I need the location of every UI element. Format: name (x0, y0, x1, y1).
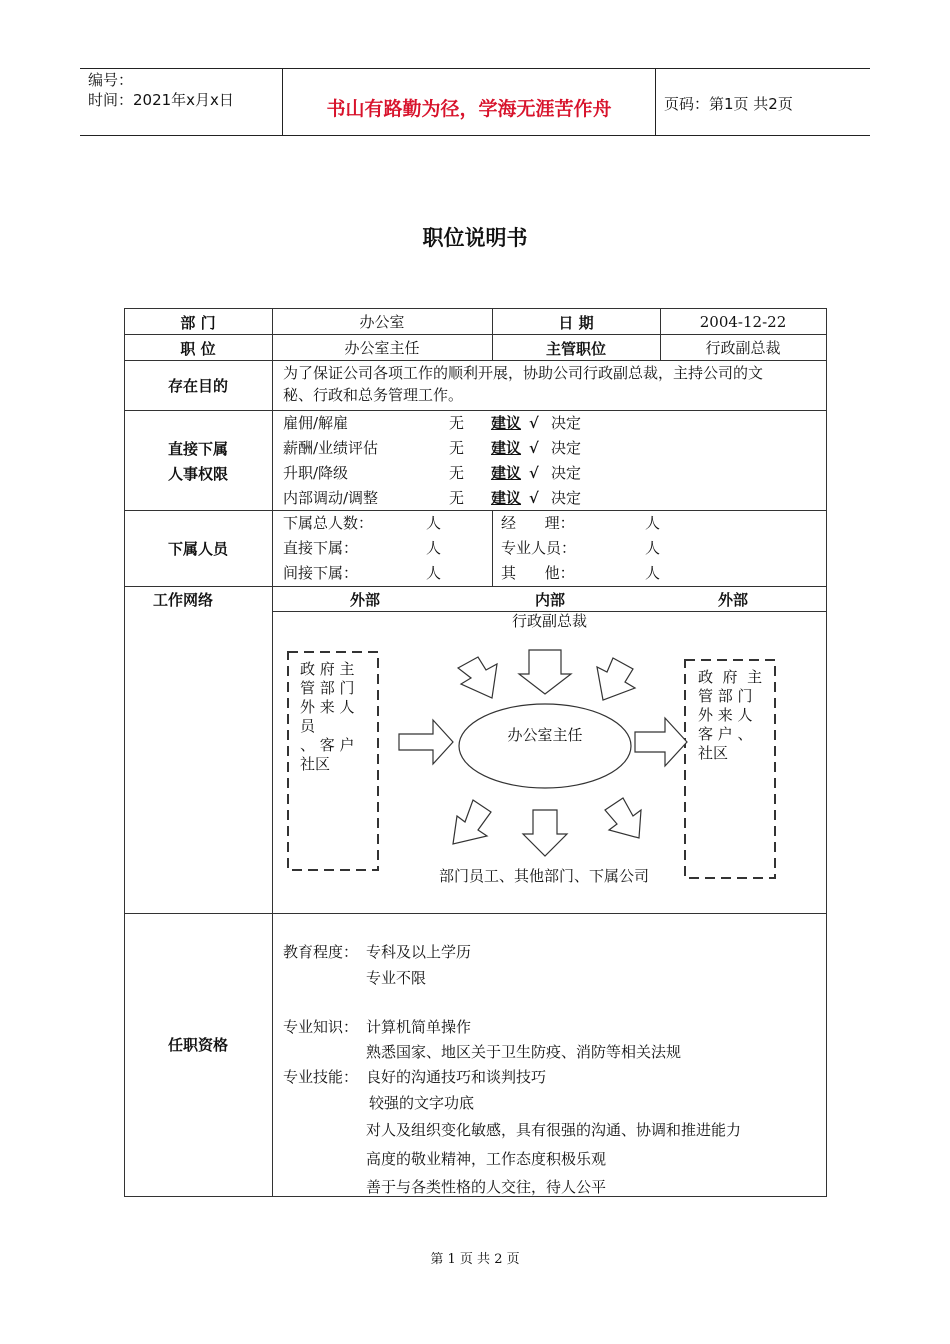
network-bottom-node: 部门员工、其他部门、下属公司 (438, 867, 649, 885)
network-center-node: 办公室主任 (507, 726, 583, 744)
cell-divider (492, 510, 493, 587)
authority-suggest: 建议 (491, 439, 522, 457)
qualification-item: 善于与各类性格的人交往，待人公平 (366, 1178, 607, 1196)
purpose-text-line-1: 为了保证公司各项工作的顺利开展，协助公司行政副总裁，主持公司的文 (283, 364, 764, 382)
date-value: 2004-12-22 (699, 313, 787, 331)
external-right-line: 客 户 、 (698, 725, 753, 743)
header-divider-right (655, 68, 656, 136)
arrow-down-right-icon (458, 657, 497, 698)
page-title: 职位说明书 (422, 226, 528, 250)
qualification-item: 较强的文字功底 (369, 1094, 475, 1112)
authority-decide: 决定 (551, 439, 582, 457)
authority-suggest: 建议 (491, 489, 522, 507)
arrow-down-right-icon (605, 798, 641, 838)
authority-item: 雇佣/解雇 (283, 414, 349, 432)
staff-left-label: 下属总人数： (283, 514, 374, 532)
external-left-line: 社区 (300, 755, 331, 773)
qualification-item: 熟悉国家、地区关于卫生防疫、消防等相关法规 (366, 1043, 682, 1061)
row-divider (124, 510, 827, 511)
staff-left-unit: 人 (426, 514, 442, 532)
department-value: 办公室 (359, 313, 405, 331)
staff-label: 下属人员 (167, 540, 228, 558)
staff-right-unit: 人 (645, 539, 661, 557)
authority-check: √ (529, 414, 539, 432)
authority-label-line-1: 直接下属 (167, 440, 228, 458)
arrow-right-icon (635, 718, 687, 766)
table-border-top (124, 308, 827, 309)
arrow-down-icon (523, 810, 567, 856)
authority-label-line-2: 人事权限 (167, 465, 228, 483)
qualification-item: 对人及组织变化敏感，具有很强的沟通、协调和推进能力 (366, 1121, 742, 1139)
authority-decide: 决定 (551, 414, 582, 432)
staff-left-unit: 人 (426, 539, 442, 557)
staff-right-label: 其 他： (501, 564, 575, 582)
qualification-heading: 专业技能： (283, 1068, 359, 1086)
external-right-line: 社区 (698, 744, 729, 762)
external-left-line: 、 客 户 (300, 736, 355, 754)
document-number-label: 编号： (88, 71, 134, 89)
supervisor-label: 主管职位 (545, 340, 606, 358)
network-col-external-right: 外部 (717, 591, 748, 609)
external-left-line: 员 (300, 717, 316, 735)
authority-check: √ (529, 489, 539, 507)
date-label: 日 期 (558, 314, 594, 332)
row-divider (124, 410, 827, 411)
position-value: 办公室主任 (344, 339, 420, 357)
arrow-down-icon (519, 650, 571, 694)
staff-left-label: 直接下属： (283, 539, 359, 557)
external-right-line: 外 来 人 (698, 706, 753, 724)
center-ellipse (459, 704, 631, 788)
header-top-rule (80, 68, 870, 69)
document-date: 时间：2021年x月x日 (88, 91, 234, 109)
qualification-item: 高度的敬业精神，工作态度积极乐观 (366, 1150, 607, 1168)
authority-none: 无 (449, 464, 465, 482)
header-bottom-rule (80, 135, 870, 136)
authority-none: 无 (449, 489, 465, 507)
authority-item: 薪酬/业绩评估 (283, 439, 379, 457)
staff-right-label: 专业人员： (501, 539, 577, 557)
qualification-heading: 教育程度： (283, 943, 359, 961)
authority-decide: 决定 (551, 489, 582, 507)
staff-right-unit: 人 (645, 514, 661, 532)
qualification-item: 专科及以上学历 (366, 943, 472, 961)
department-label: 部 门 (180, 314, 216, 332)
row-divider (124, 334, 827, 335)
purpose-text-line-2: 秘、行政和总务管理工作。 (283, 386, 464, 404)
row-divider (124, 586, 827, 587)
external-left-line: 管 部 门 (300, 679, 355, 697)
external-left-line: 政 府 主 (300, 660, 355, 678)
row-divider (124, 913, 827, 914)
header-page-info: 页码：第1页 共2页 (664, 95, 793, 113)
network-label: 工作网络 (152, 591, 213, 609)
purpose-label: 存在目的 (167, 377, 228, 395)
authority-item: 内部调动/调整 (283, 489, 379, 507)
header-divider-left (282, 68, 283, 136)
staff-left-label: 间接下属： (283, 564, 359, 582)
arrow-down-left-icon (597, 658, 635, 700)
authority-suggest: 建议 (491, 414, 522, 432)
header-motto: 书山有路勤为径，学海无涯苦作舟 (326, 98, 612, 120)
authority-none: 无 (449, 439, 465, 457)
external-left-line: 外 来 人 (300, 698, 355, 716)
authority-none: 无 (449, 414, 465, 432)
authority-item: 升职/降级 (283, 464, 349, 482)
arrow-right-icon (399, 720, 453, 764)
staff-right-unit: 人 (645, 564, 661, 582)
supervisor-value: 行政副总裁 (705, 339, 781, 357)
qualification-item: 专业不限 (366, 969, 427, 987)
qualification-heading: 专业知识： (283, 1018, 359, 1036)
arrow-down-left-icon (453, 800, 491, 844)
network-col-external-left: 外部 (349, 591, 380, 609)
authority-check: √ (529, 439, 539, 457)
staff-left-unit: 人 (426, 564, 442, 582)
page-footer: 第 1 页 共 2 页 (430, 1252, 520, 1267)
authority-suggest: 建议 (491, 464, 522, 482)
position-label: 职 位 (180, 340, 216, 358)
external-right-line: 管 部 门 (698, 687, 753, 705)
network-col-internal: 内部 (534, 591, 565, 609)
row-divider (124, 360, 827, 361)
external-right-line: 政 府 主 (698, 668, 763, 686)
table-border-right (826, 308, 827, 1197)
network-top-node: 行政副总裁 (511, 612, 587, 630)
authority-check: √ (529, 464, 539, 482)
staff-right-label: 经 理： (501, 514, 575, 532)
qualification-item: 良好的沟通技巧和谈判技巧 (366, 1068, 547, 1086)
qualification-label: 任职资格 (167, 1036, 228, 1054)
authority-decide: 决定 (551, 464, 582, 482)
qualification-item: 计算机简单操作 (366, 1018, 472, 1036)
